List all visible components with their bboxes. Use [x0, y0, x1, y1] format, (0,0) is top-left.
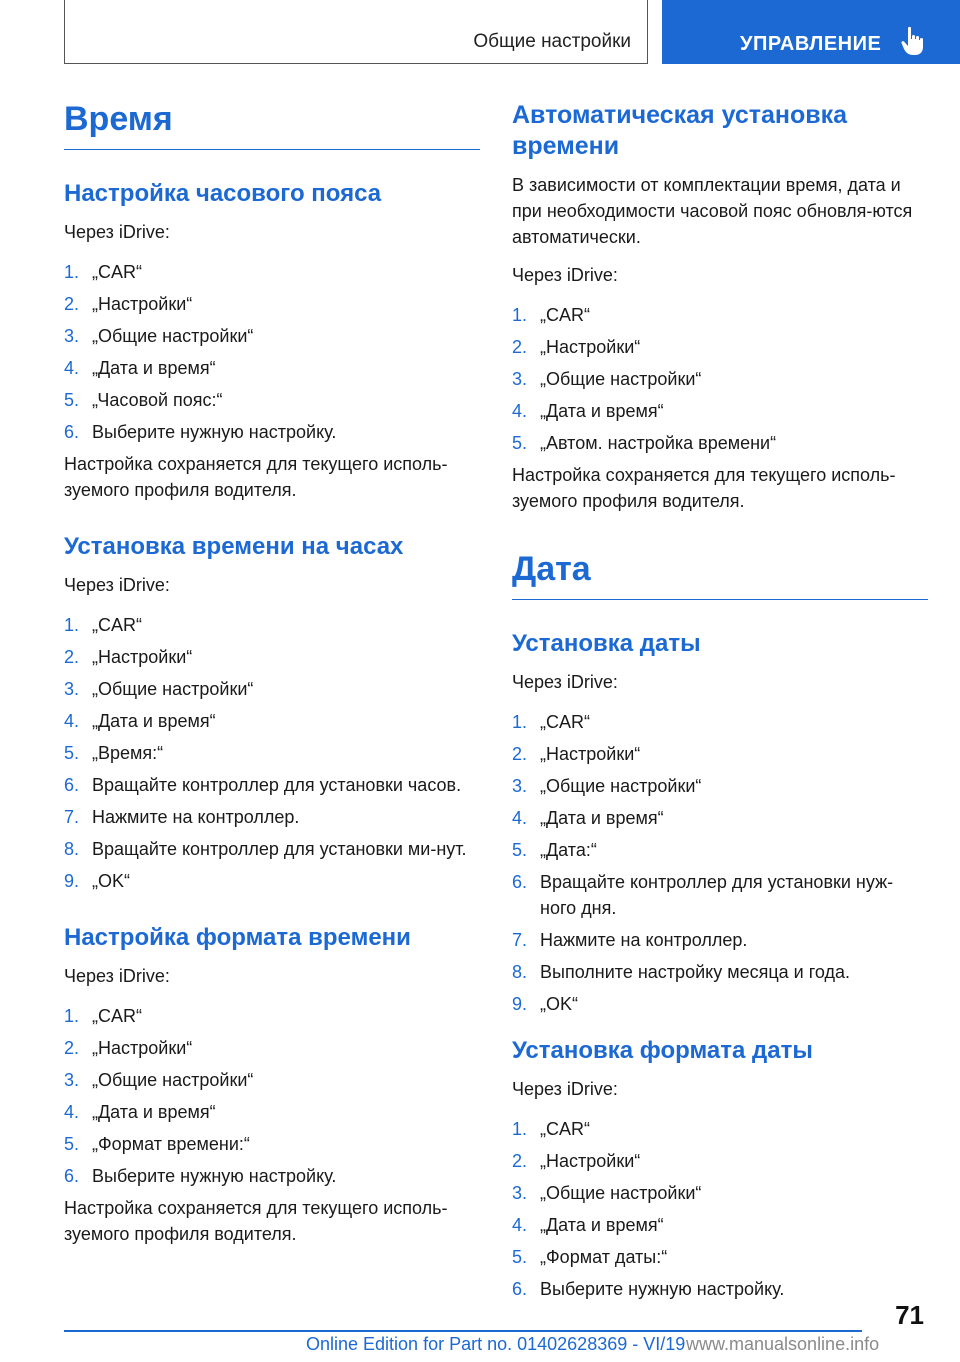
- right-column: [512, 100, 928, 1308]
- list-item: 5. „Часовой пояс:“: [64, 390, 223, 410]
- list-item: 5. „Формат даты:“: [512, 1247, 668, 1267]
- list-item: 8. Выполните настройку месяца и года.: [512, 962, 851, 982]
- list-item: 4. „Дата и время“: [64, 1102, 216, 1122]
- idrive-intro: Через iDrive:: [64, 222, 170, 242]
- list-item: 5. „Автом. настройка времени“: [512, 433, 777, 453]
- date-format-steps: [512, 1116, 928, 1302]
- time-format-steps: [64, 1003, 480, 1189]
- idrive-intro: Через iDrive:: [512, 1079, 618, 1099]
- header-section: [64, 0, 648, 64]
- list-item: 3. „Общие настройки“: [64, 1070, 254, 1090]
- heading-time-format: Настройка формата времени: [64, 924, 411, 951]
- profile-note: Настройка сохраняется для текущего исполь-зуемого профиля водителя.: [512, 465, 896, 511]
- timezone-steps: [64, 259, 480, 445]
- list-item: 3. „Общие настройки“: [64, 679, 254, 699]
- list-item: 6. Выберите нужную настройку.: [64, 1166, 337, 1186]
- list-item: 4. „Дата и время“: [512, 1215, 664, 1235]
- heading-time: Время: [64, 100, 480, 150]
- header-chapter-title: УПРАВЛЕНИЕ: [740, 33, 882, 55]
- list-item: 1. „CAR“: [64, 262, 142, 282]
- list-item: 8. Вращайте контроллер для установки ми-нут.: [64, 839, 467, 859]
- set-clock-steps: [64, 612, 480, 894]
- idrive-intro: Через iDrive:: [512, 672, 618, 692]
- idrive-intro: Через iDrive:: [64, 575, 170, 595]
- page-number: 71: [895, 1300, 924, 1330]
- list-item: 6. Вращайте контроллер для установки нуж-ного дня.: [512, 872, 894, 918]
- heading-date-format: Установка формата даты: [512, 1037, 813, 1064]
- list-item: 4. „Дата и время“: [64, 711, 216, 731]
- list-item: 4. „Дата и время“: [512, 808, 664, 828]
- list-item: 1. „CAR“: [64, 1006, 142, 1026]
- list-item: 2. „Настройки“: [512, 1151, 641, 1171]
- heading-auto-time: Автоматическая установка времени: [512, 101, 848, 160]
- list-item: 7. Нажмите на контроллер.: [64, 807, 300, 827]
- list-item: 5. „Формат времени:“: [64, 1134, 250, 1154]
- list-item: 3. „Общие настройки“: [512, 369, 702, 389]
- footer-divider: [64, 1330, 862, 1332]
- list-item: 4. „Дата и время“: [512, 401, 664, 421]
- list-item: 7. Нажмите на контроллер.: [512, 930, 748, 950]
- list-item: 2. „Настройки“: [64, 1038, 193, 1058]
- list-item: 1. „CAR“: [512, 1119, 590, 1139]
- set-date-steps: [512, 709, 928, 1017]
- auto-time-description: В зависимости от комплектации время, дата и при необходимости часовой пояс обновля-ются автоматически.: [512, 175, 913, 247]
- list-item: 1. „CAR“: [64, 615, 142, 635]
- list-item: 9. „OK“: [64, 871, 130, 891]
- pointing-hand-icon: [901, 26, 925, 56]
- list-item: 5. „Дата:“: [512, 840, 597, 860]
- list-item: 3. „Общие настройки“: [512, 1183, 702, 1203]
- list-item: 2. „Настройки“: [64, 294, 193, 314]
- list-item: 3. „Общие настройки“: [64, 326, 254, 346]
- list-item: 1. „CAR“: [512, 305, 590, 325]
- heading-timezone: Настройка часового пояса: [64, 180, 382, 207]
- header-chapter: [662, 0, 960, 64]
- heading-set-clock: Установка времени на часах: [64, 533, 404, 560]
- header-section-title: Общие настройки: [473, 31, 631, 52]
- list-item: 6. Выберите нужную настройку.: [64, 422, 337, 442]
- list-item: 2. „Настройки“: [64, 647, 193, 667]
- list-item: 2. „Настройки“: [512, 337, 641, 357]
- watermark[interactable]: www.manualsonline.info: [686, 1334, 880, 1354]
- auto-time-steps: [512, 302, 928, 456]
- left-column: [64, 100, 480, 1247]
- idrive-intro: Через iDrive:: [512, 265, 618, 285]
- list-item: 9. „OK“: [512, 994, 578, 1014]
- list-item: 4. „Дата и время“: [64, 358, 216, 378]
- profile-note: Настройка сохраняется для текущего исполь-зуемого профиля водителя.: [64, 454, 448, 500]
- idrive-intro: Через iDrive:: [64, 966, 170, 986]
- list-item: 2. „Настройки“: [512, 744, 641, 764]
- heading-date: Дата: [512, 550, 928, 600]
- list-item: 1. „CAR“: [512, 712, 590, 732]
- list-item: 3. „Общие настройки“: [512, 776, 702, 796]
- edition-text: Online Edition for Part no. 01402628369 - VI/19: [306, 1334, 686, 1354]
- heading-set-date: Установка даты: [512, 630, 701, 657]
- list-item: 6. Вращайте контроллер для установки часов.: [64, 775, 462, 795]
- profile-note: Настройка сохраняется для текущего исполь-зуемого профиля водителя.: [64, 1198, 448, 1244]
- list-item: 6. Выберите нужную настройку.: [512, 1279, 785, 1299]
- list-item: 5. „Время:“: [64, 743, 164, 763]
